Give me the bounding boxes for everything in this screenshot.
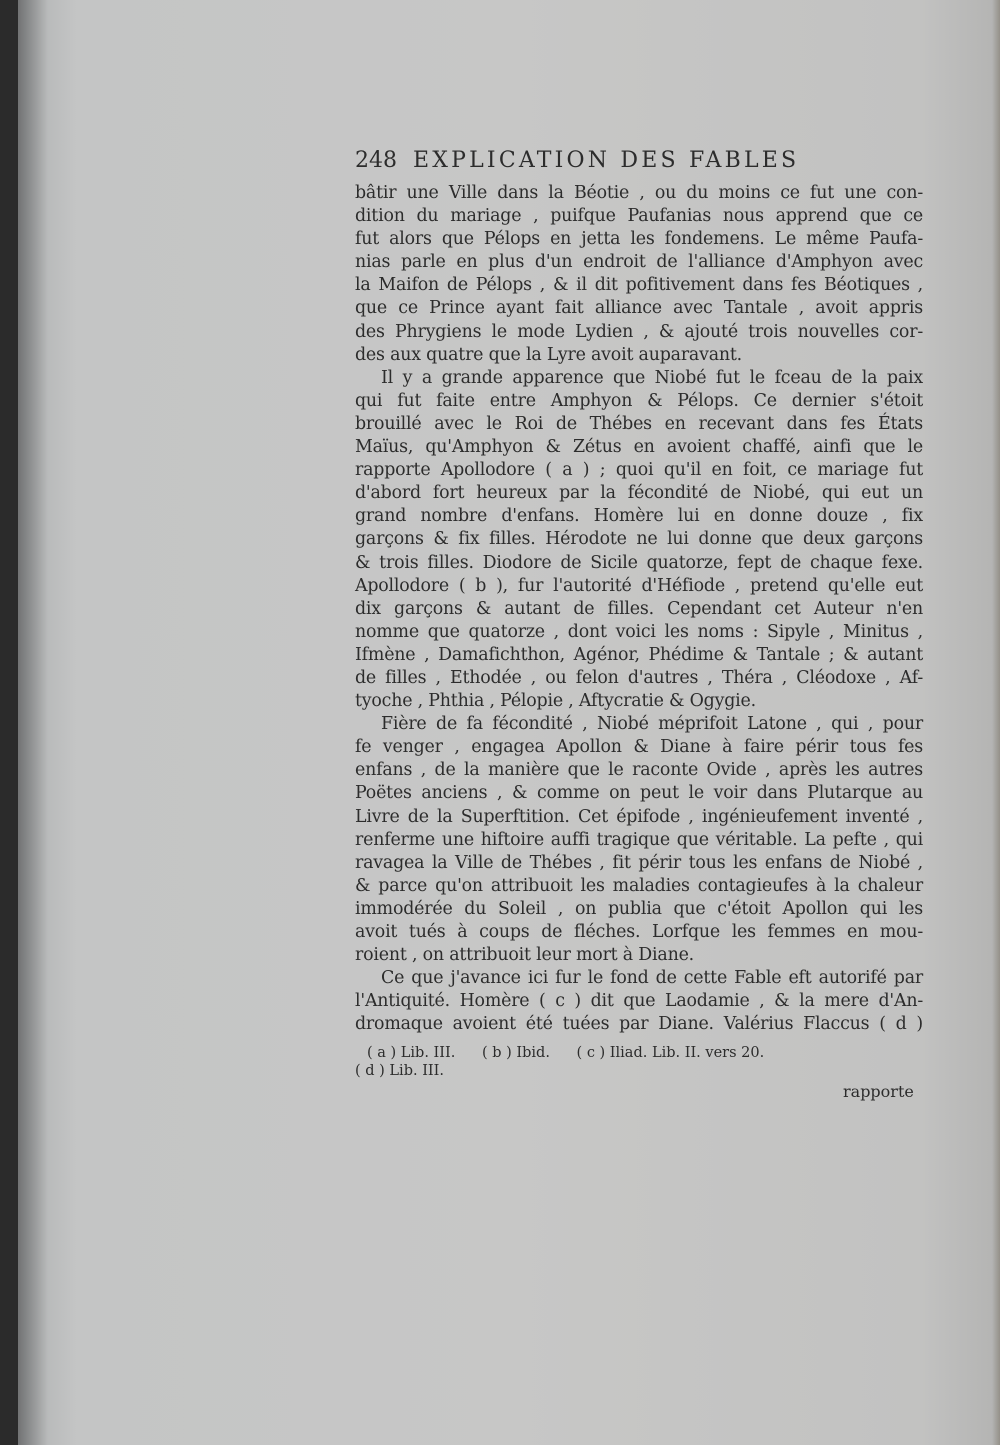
catchword: rapporte bbox=[843, 1082, 914, 1101]
footnote-c: ( c ) Iliad. Lib. II. vers 20. bbox=[576, 1045, 765, 1062]
text-line: Apollodore ( b ), fur l'autorité d'Héfiode , pretend qu'elle eut bbox=[355, 575, 923, 596]
running-header bbox=[355, 148, 923, 182]
text-line: dromaque avoient été tuées par Diane. Valérius Flaccus ( d ) bbox=[355, 1014, 923, 1035]
footnote-d: ( d ) Lib. III. bbox=[355, 1063, 444, 1080]
text-line: garçons & fix filles. Hérodote ne lui donne que deux garçons bbox=[355, 529, 923, 550]
text-line: Livre de la Superftition. Cet épifode , ingénieufement inventé , bbox=[355, 806, 923, 827]
text-line: que ce Prince ayant fait alliance avec Tantale , avoit appris bbox=[355, 298, 923, 319]
text-line: bâtir une Ville dans la Béotie , ou du moins ce fut une con- bbox=[355, 183, 923, 203]
text-line: nias parle en plus d'un endroit de l'alliance d'Amphyon avec bbox=[355, 252, 923, 273]
text-line: Maïus, qu'Amphyon & Zétus en avoient chaffé, ainfi que le bbox=[355, 437, 923, 458]
text-line: avoit tués à coups de fléches. Lorfque les femmes en mou- bbox=[355, 922, 923, 942]
text-line: & parce qu'on attribuoit les maladies contagieufes à la chaleur bbox=[355, 875, 923, 896]
text-line: fe venger , engagea Apollon & Diane à faire périr tous fes bbox=[355, 737, 923, 758]
spine-shadow bbox=[18, 0, 48, 1445]
text-line: fut alors que Pélops en jetta les fondemens. Le même Paufa- bbox=[355, 229, 923, 250]
text-line: la Maifon de Pélops , & il dit pofitivement dans fes Béotiques , bbox=[355, 275, 923, 296]
text-line: dition du mariage , puifque Paufanias nous apprend que ce bbox=[355, 206, 923, 227]
text-line: qui fut faite entre Amphyon & Pélops. Ce dernier s'étoit bbox=[355, 390, 923, 411]
text-line: Ifmène , Damafichthon, Agénor, Phédime & Tantale ; & autant bbox=[355, 644, 923, 665]
text-line: enfans , de la manière que le raconte Ovide , après les autres bbox=[355, 760, 923, 781]
footnotes bbox=[355, 1044, 923, 1080]
text-line: roient , on attribuoit leur mort à Diane. bbox=[355, 945, 694, 966]
page-number: 248 bbox=[355, 148, 397, 173]
text-line: d'abord fort heureux par la fécondité de Niobé, qui eut un bbox=[355, 483, 923, 504]
text-line: & trois filles. Diodore de Sicile quatorze, fept de chaque fexe. bbox=[355, 552, 923, 573]
text-line: Ce que j'avance ici fur le fond de cette Fable eft autorifé par bbox=[381, 968, 923, 989]
running-title: EXPLICATION DES FABLES bbox=[413, 148, 800, 173]
text-line: de filles , Ethodée , ou felon d'autres , Théra , Cléodoxe , Af- bbox=[355, 667, 923, 688]
text-line: Il y a grande apparence que Niobé fut le fceau de la paix bbox=[381, 367, 923, 388]
text-line: tyoche , Phthia , Pélopie , Aftycratie & Ogygie. bbox=[355, 691, 756, 712]
paragraph-3 bbox=[355, 713, 923, 967]
footnote-b: ( b ) Ibid. bbox=[481, 1045, 550, 1062]
page-edge bbox=[992, 0, 1000, 1445]
text-line: des aux quatre que la Lyre avoit auparavant. bbox=[355, 344, 743, 365]
text-line: l'Antiquité. Homère ( c ) dit que Laodamie , & la mere d'An- bbox=[355, 991, 923, 1012]
text-line: renferme une hiftoire auffi tragique que véritable. La pefte , qui bbox=[355, 829, 923, 850]
paragraph-4 bbox=[355, 967, 923, 1036]
paragraph-2 bbox=[355, 367, 923, 713]
text-line: Poëtes anciens , & comme on peut le voir dans Plutarque au bbox=[355, 783, 923, 804]
text-line: rapporte Apollodore ( a ) ; quoi qu'il en foit, ce mariage fut bbox=[355, 460, 923, 481]
text-line: ravagea la Ville de Thébes , fit périr tous les enfans de Niobé , bbox=[355, 852, 923, 873]
text-block bbox=[355, 148, 923, 1080]
footnote-a: ( a ) Lib. III. bbox=[367, 1045, 456, 1062]
text-line: des Phrygiens le mode Lydien , & ajouté trois nouvelles cor- bbox=[355, 321, 923, 342]
text-line: immodérée du Soleil , on publia que c'étoit Apollon qui les bbox=[355, 898, 923, 919]
text-line: nomme que quatorze , dont voici les noms : Sipyle , Minitus , bbox=[355, 621, 923, 642]
text-line: dix garçons & autant de filles. Cependant cet Auteur n'en bbox=[355, 598, 923, 619]
footnote-row bbox=[355, 1044, 923, 1062]
text-line: grand nombre d'enfans. Homère lui en donne douze , fix bbox=[355, 506, 923, 527]
text-line: brouillé avec le Roi de Thébes en recevant dans fes États bbox=[355, 413, 923, 434]
paragraph-1 bbox=[355, 182, 923, 367]
text-line: Fière de fa fécondité , Niobé méprifoit Latone , qui , pour bbox=[381, 714, 923, 735]
